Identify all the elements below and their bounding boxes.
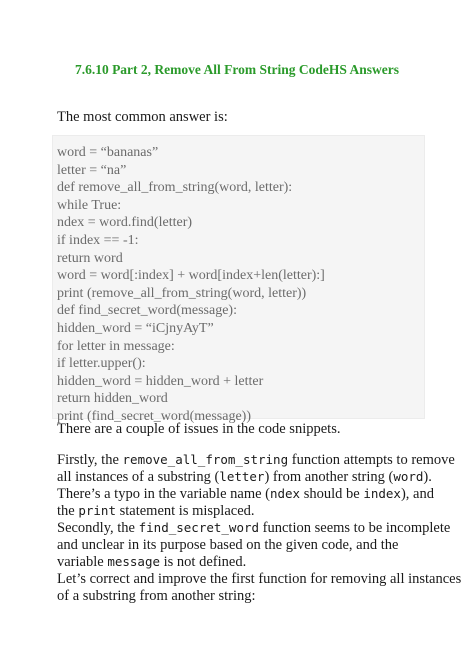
paragraph-1-line-4: [57, 503, 255, 520]
paragraph-1-line-3: [57, 486, 434, 503]
paragraph-1-line-1: [57, 452, 455, 469]
code-lines: [57, 144, 325, 426]
text: There’s a typo in the variable name (: [57, 486, 270, 502]
code-line: word = “bananas”: [57, 145, 159, 160]
code-line: return word: [57, 250, 123, 266]
text: ) from another string (: [264, 469, 394, 485]
code-line: print (remove_all_from_string(word, letter)): [57, 285, 307, 301]
inline-code: remove_all_from_string: [122, 452, 289, 467]
code-line: for letter in message:: [57, 338, 175, 354]
code-line: ndex = word.find(letter): [57, 215, 193, 231]
text: function seems to be incomplete: [259, 520, 451, 536]
code-line: def find_secret_word(message):: [57, 303, 237, 319]
text: ), and: [400, 486, 434, 502]
inline-code: print: [78, 503, 116, 518]
text: the: [57, 503, 79, 519]
code-line: hidden_word = hidden_word + letter: [57, 373, 264, 389]
code-line: word = word[:index] + word[index+len(letter):]: [57, 268, 325, 284]
text: ).: [423, 469, 432, 485]
code-line: print (find_secret_word(message)): [57, 408, 251, 424]
paragraph-3-line-1: Let’s correct and improve the first function for removing all instances: [57, 571, 462, 587]
paragraph-2-line-2: and unclear in its purpose based on the given code, and the: [57, 537, 399, 553]
paragraph-1-line-2: [57, 469, 432, 486]
inline-code: find_secret_word: [138, 520, 260, 535]
code-line: if letter.upper():: [57, 356, 146, 372]
code-line: letter = “na”: [57, 162, 127, 178]
text: function attempts to remove: [288, 452, 455, 468]
paragraph-2-line-1: [57, 520, 450, 537]
code-line: hidden_word = “iCjnyAyT”: [57, 320, 214, 336]
code-line: if index == -1:: [57, 232, 139, 248]
issues-text: There are a couple of issues in the code snippets.: [57, 421, 341, 437]
text: variable: [57, 554, 108, 570]
inline-code: letter: [219, 469, 265, 484]
inline-code: index: [363, 486, 401, 501]
page-title: 7.6.10 Part 2, Remove All From String CodeHS Answers: [74, 62, 400, 77]
inline-code: word: [393, 469, 424, 484]
intro-text: The most common answer is:: [57, 109, 228, 125]
code-line: def remove_all_from_string(word, letter):: [57, 180, 293, 196]
paragraph-2-line-3: [57, 554, 246, 571]
text: statement is misplaced.: [115, 503, 255, 519]
text: is not defined.: [160, 554, 247, 570]
text: all instances of a substring (: [57, 469, 220, 485]
text: should be: [300, 486, 364, 502]
paragraph-3-line-2: of a substring from another string:: [57, 588, 256, 604]
inline-code: message: [107, 554, 161, 569]
code-line: return hidden_word: [57, 391, 168, 407]
text: Firstly, the: [57, 452, 123, 468]
code-line: while True:: [57, 197, 122, 213]
inline-code: ndex: [269, 486, 301, 501]
text: Secondly, the: [57, 520, 139, 536]
